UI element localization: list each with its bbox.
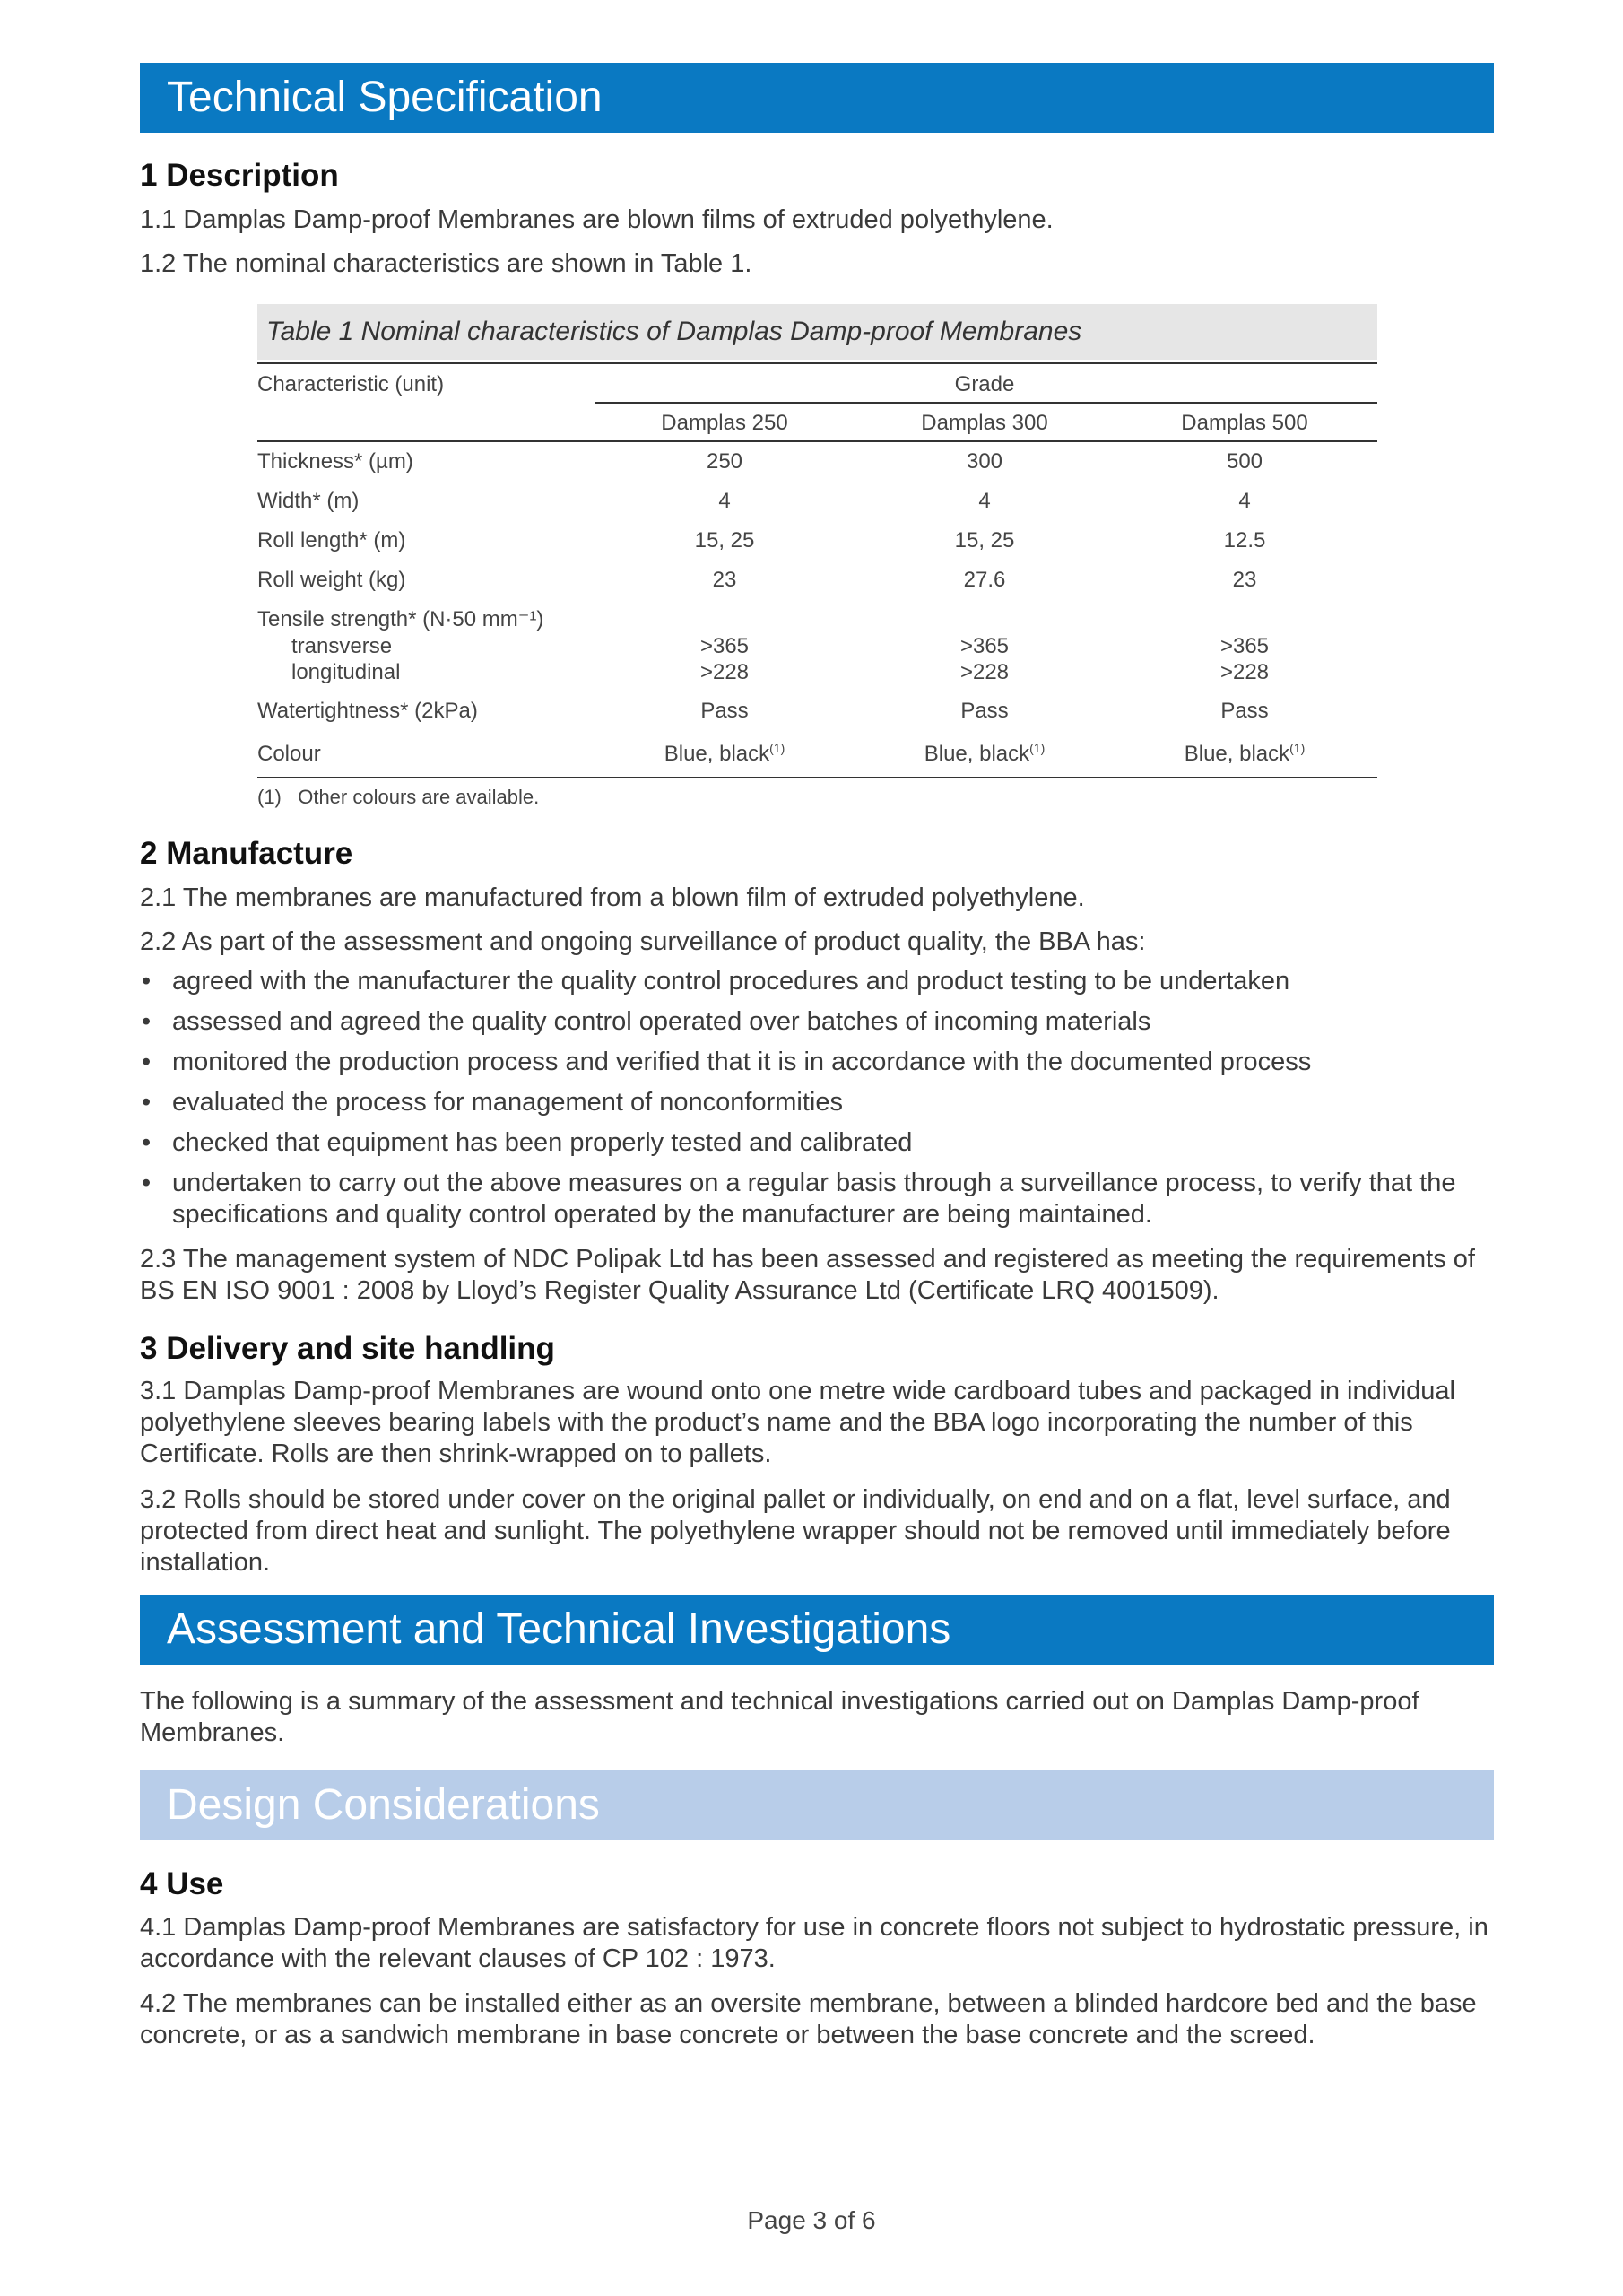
colour-value: Blue, black — [664, 742, 770, 766]
colour-value: Blue, black — [924, 742, 1030, 766]
table-row-label: Roll weight (kg) — [257, 568, 406, 592]
paragraph-2-2: 2.2 As part of the assessment and ongoing surveillance of product quality, the BBA has: — [140, 927, 1146, 956]
paragraph-4-2: 4.2 The membranes can be installed either as an oversite membrane, between a blinded hardcore bed and the base concrete, or as a sandwich membrane in base concrete or between the base concrete and the screed. — [140, 1989, 1477, 2049]
paragraph-3-1: 3.1 Damplas Damp-proof Membranes are wound onto one metre wide cardboard tubes and packaged in individual polyethylene sleeves bearing labels with the product’s name and the BBA logo incorporating the number of this Certificate. Rolls are then shrink-wrapped on to pallets. — [140, 1377, 1455, 1468]
table-row-label: Width* (m) — [257, 489, 360, 513]
paragraph-2-3: 2.3 The management system of NDC Polipak Ltd has been assessed and registered as meeting the requirements of BS EN ISO 9001 : 2008 by Lloyd’s Register Quality Assurance Ltd (Certificate LRQ 4001509). — [140, 1245, 1475, 1305]
table-bottom-rule — [257, 777, 1377, 778]
heading-manufacture: 2 Manufacture — [140, 836, 353, 871]
list-item: • undertaken to carry out the above measures on a regular basis through a surveillance process, to verify that the specifications and quality control operated by the manufacturer are being maintained. — [140, 1168, 1494, 1231]
table-cell: 15, 25 — [694, 528, 755, 552]
table-footnote: (1) Other colours are available. — [257, 786, 540, 808]
footnote-mark: (1) — [769, 741, 785, 755]
table-cell: 500 — [1226, 449, 1263, 474]
table-cell: >228 — [959, 660, 1010, 684]
paragraph-4-1: 4.1 Damplas Damp-proof Membranes are satisfactory for use in concrete floors not subject to hydrostatic pressure, in accordance with the relevant clauses of CP 102 : 1973. — [140, 1913, 1488, 1973]
page-number: Page 3 of 6 — [747, 2206, 876, 2234]
list-item: • agreed with the manufacturer the quality control procedures and product testing to be undertaken — [140, 966, 1494, 997]
table-cell: 23 — [712, 568, 737, 592]
table-cell: >365 — [1219, 634, 1270, 658]
heading-use: 4 Use — [140, 1866, 224, 1901]
table-header-grade-1: Damplas 250 — [661, 411, 788, 435]
list-item: • checked that equipment has been properly tested and calibrated — [140, 1127, 1494, 1159]
table-cell-colour — [1185, 741, 1306, 767]
table-cell: >365 — [959, 634, 1010, 658]
section-banner-assessment — [140, 1595, 1494, 1665]
table-cell: 4 — [718, 489, 731, 513]
paragraph-3-2: 3.2 Rolls should be stored under cover on the original pallet or individually, on end and on a flat, level surface, and protected from direct heat and sunlight. The polyethylene wrapper should not be removed until immediately before installation. — [140, 1485, 1451, 1577]
table-cell: >228 — [699, 660, 750, 684]
table-row-label: Watertightness* (2kPa) — [257, 699, 478, 723]
table-cell: 15, 25 — [954, 528, 1015, 552]
section-banner-technical-specification — [140, 63, 1494, 133]
paragraph-assessment-summary: The following is a summary of the assessment and technical investigations carried out on Damplas Damp-proof Membranes. — [140, 1687, 1419, 1747]
table-header-characteristic: Characteristic (unit) — [257, 372, 445, 396]
banner-title: Design Considerations — [167, 1781, 600, 1829]
heading-delivery: 3 Delivery and site handling — [140, 1331, 555, 1366]
table-cell: 4 — [1238, 489, 1251, 513]
list-item: • evaluated the process for management of nonconformities — [140, 1087, 1494, 1118]
heading-description: 1 Description — [140, 158, 339, 193]
table-header-grade-3: Damplas 500 — [1181, 411, 1308, 435]
list-item: • monitored the production process and verified that it is in accordance with the documented process — [140, 1047, 1494, 1078]
colour-value: Blue, black — [1184, 742, 1290, 766]
table-cell: Pass — [960, 699, 1009, 723]
table-row-label: Colour — [257, 742, 321, 766]
paragraph-1-1: 1.1 Damplas Damp-proof Membranes are blown films of extruded polyethylene. — [140, 205, 1054, 234]
table-cell: 300 — [966, 449, 1003, 474]
table-grade-rule — [595, 402, 1377, 404]
table-sub-label-transverse: transverse — [291, 634, 393, 658]
table-header-rule — [257, 440, 1377, 442]
footnote-mark: (1) — [1029, 741, 1046, 755]
table-row-label-tensile: Tensile strength* (N·50 mm⁻¹) — [257, 607, 544, 631]
table-top-rule — [257, 362, 1377, 364]
paragraph-2-1: 2.1 The membranes are manufactured from a blown film of extruded polyethylene. — [140, 883, 1085, 912]
banner-title: Technical Specification — [167, 74, 603, 121]
table-cell-colour — [664, 741, 785, 767]
paragraph-1-2: 1.2 The nominal characteristics are shown in Table 1. — [140, 249, 752, 278]
table-sub-label-longitudinal: longitudinal — [291, 660, 401, 684]
list-item: • assessed and agreed the quality control operated over batches of incoming materials — [140, 1006, 1494, 1038]
table-cell: 12.5 — [1223, 528, 1266, 552]
table-cell: >365 — [699, 634, 750, 658]
table-cell: 4 — [978, 489, 991, 513]
table-row-label: Thickness* (µm) — [257, 449, 413, 474]
table-cell: >228 — [1219, 660, 1270, 684]
section-banner-design-considerations — [140, 1770, 1494, 1840]
table-header-grade: Grade — [954, 372, 1015, 396]
table-cell: 27.6 — [963, 568, 1006, 592]
table-caption: Table 1 Nominal characteristics of Damplas Damp-proof Membranes — [257, 304, 1377, 360]
table-cell-colour — [924, 741, 1046, 767]
table-cell: 250 — [706, 449, 743, 474]
banner-title: Assessment and Technical Investigations — [167, 1605, 951, 1653]
table-cell: Pass — [700, 699, 749, 723]
table-cell: Pass — [1220, 699, 1269, 723]
table-header-grade-2: Damplas 300 — [921, 411, 1048, 435]
table-row-label: Roll length* (m) — [257, 528, 406, 552]
table-cell: 23 — [1232, 568, 1257, 592]
footnote-mark: (1) — [1289, 741, 1306, 755]
